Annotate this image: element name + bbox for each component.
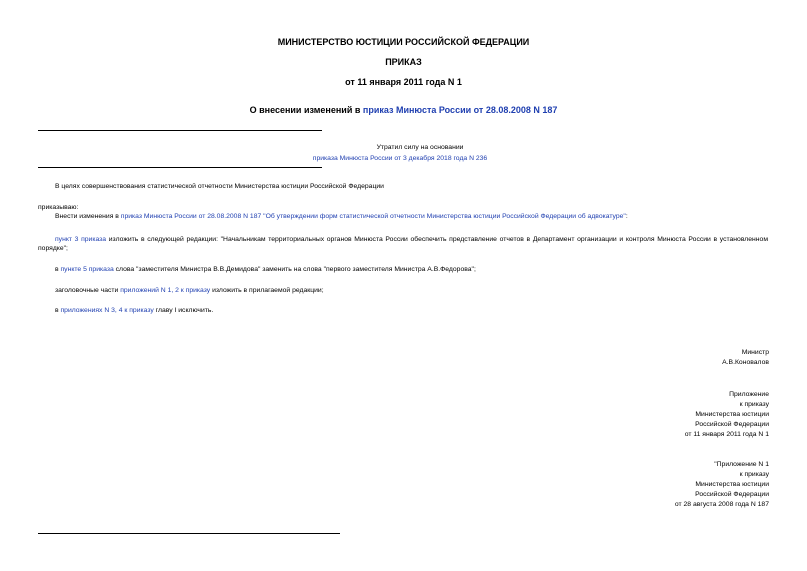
- body-paragraph-7: [55, 306, 768, 315]
- p6-link[interactable]: приложений N 1, 2 к приказу: [120, 287, 211, 294]
- p3-link[interactable]: приказ Минюста России от 28.08.2008 N 187 "Об утверждении форм статистической отчетности Министерства юстиции Российской Федерации об адвокатуре": [120, 213, 626, 220]
- appendix-line-1: Приложение: [729, 391, 769, 398]
- ministry-title: МИНИСТЕРСТВО ЮСТИЦИИ РОССИЙСКОЙ ФЕДЕРАЦИИ: [277, 37, 530, 47]
- appendix-line-5: от 11 января 2011 года N 1: [684, 431, 769, 438]
- appendix2-line-5: от 28 августа 2008 года N 187: [674, 501, 769, 508]
- appendix-line-4: Российской Федерации: [695, 421, 769, 428]
- doc-title-link[interactable]: приказ Минюста России от 28.08.2008 N 187: [362, 105, 558, 115]
- status-link[interactable]: приказа Минюста России от 3 декабря 2018 года N 236: [312, 155, 488, 162]
- p7-prefix: в: [55, 307, 61, 314]
- body-paragraph-1: В целях совершенствования статистической отчетности Министерства юстиции Российской Федерации: [55, 183, 384, 190]
- doc-title-prefix: О внесении изменений в: [249, 105, 363, 115]
- p7-link[interactable]: приложениях N 3, 4 к приказу: [60, 307, 154, 314]
- appendix2-line-3: Министерства юстиции: [695, 481, 769, 488]
- p7-text: главу I исключить.: [153, 307, 214, 314]
- signature-role: Министр: [741, 349, 769, 356]
- p6-text: изложить в прилагаемой редакции;: [210, 287, 324, 294]
- status-line: Утратил силу на основании: [376, 144, 464, 151]
- divider-top: [38, 130, 322, 131]
- body-paragraph-4: [38, 235, 768, 253]
- p5-text: слова "заместителя Министра В.В.Демидова" заменить на слова "первого заместителя Министра А.В.Федорова";: [113, 266, 476, 273]
- p6-prefix: заголовочные части: [55, 287, 121, 294]
- body-paragraph-6: [55, 286, 768, 295]
- body-paragraph-3: [55, 212, 768, 221]
- doc-date-number: от 11 января 2011 года N 1: [345, 77, 462, 87]
- body-paragraph-5: [55, 265, 768, 274]
- divider-status: [38, 167, 322, 168]
- p3-suffix: :: [625, 213, 628, 220]
- doc-type: ПРИКАЗ: [385, 57, 422, 67]
- p4-link[interactable]: пункт 3 приказа: [55, 236, 107, 243]
- p3-prefix: Внести изменения в: [55, 213, 121, 220]
- appendix-line-2: к приказу: [739, 401, 769, 408]
- p5-prefix: в: [55, 266, 61, 273]
- p5-link[interactable]: пункте 5 приказа: [60, 266, 114, 273]
- divider-bottom: [38, 533, 340, 534]
- appendix2-line-4: Российской Федерации: [695, 491, 769, 498]
- status-block: [200, 154, 600, 163]
- appendix2-line-1: "Приложение N 1: [714, 461, 769, 468]
- appendix-line-3: Министерства юстиции: [695, 411, 769, 418]
- signature-name: А.В.Коновалов: [722, 359, 769, 366]
- appendix2-line-2: к приказу: [739, 471, 769, 478]
- p4-text: изложить в следующей редакции: "Начальникам территориальных органов Минюста России обеспечить представление отчетов в Департамент организации и контроля Минюста России в установленном порядке";: [38, 236, 768, 252]
- doc-title: [0, 105, 807, 115]
- body-paragraph-2: приказываю:: [38, 204, 79, 211]
